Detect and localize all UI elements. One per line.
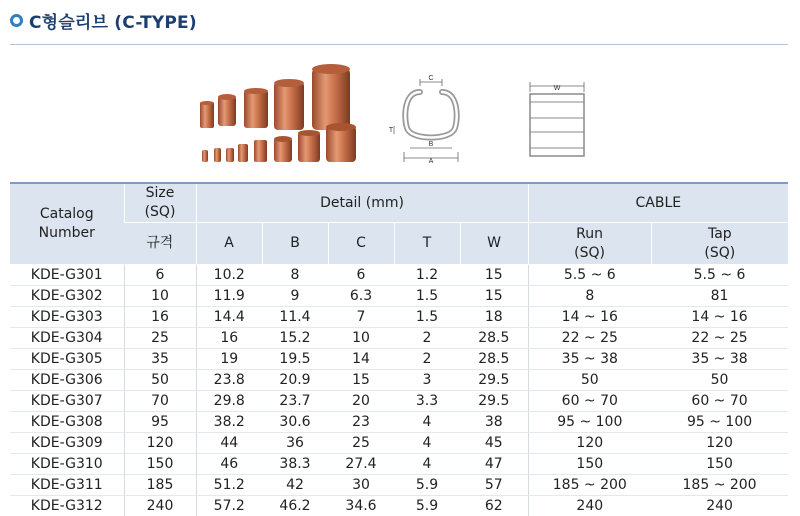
cell-c: 10 (328, 328, 394, 349)
header-size: Size (SQ) (124, 183, 196, 223)
cell-b: 15.2 (262, 328, 328, 349)
cell-catalog-number: KDE-G302 (10, 286, 124, 307)
width-diagram (516, 80, 598, 164)
header-run: Run (SQ) (528, 223, 651, 265)
table-row (10, 496, 788, 516)
cell-tap: 5.5 ~ 6 (651, 265, 788, 286)
cell-w: 15 (460, 286, 528, 307)
table-row (10, 307, 788, 328)
cell-t: 3.3 (394, 391, 460, 412)
cell-a: 46 (196, 454, 262, 475)
cell-w: 62 (460, 496, 528, 516)
cell-tap: 95 ~ 100 (651, 412, 788, 433)
table-row (10, 349, 788, 370)
cell-run: 185 ~ 200 (528, 475, 651, 496)
table-row (10, 370, 788, 391)
cell-t: 5.9 (394, 475, 460, 496)
cell-c: 7 (328, 307, 394, 328)
cell-w: 18 (460, 307, 528, 328)
cell-tap: 240 (651, 496, 788, 516)
header-row-top (10, 183, 788, 223)
bullet-icon (10, 14, 23, 27)
cell-w: 38 (460, 412, 528, 433)
cell-size: 70 (124, 391, 196, 412)
cell-size: 185 (124, 475, 196, 496)
cell-w: 28.5 (460, 328, 528, 349)
cell-tap: 35 ~ 38 (651, 349, 788, 370)
cell-a: 51.2 (196, 475, 262, 496)
table-row (10, 286, 788, 307)
cell-c: 30 (328, 475, 394, 496)
header-a: A (196, 223, 262, 265)
cell-t: 2 (394, 349, 460, 370)
cell-a: 29.8 (196, 391, 262, 412)
cell-c: 15 (328, 370, 394, 391)
dim-t-label: T (388, 127, 394, 134)
cell-a: 44 (196, 433, 262, 454)
cell-w: 29.5 (460, 370, 528, 391)
cell-t: 3 (394, 370, 460, 391)
cell-catalog-number: KDE-G309 (10, 433, 124, 454)
cell-tap: 81 (651, 286, 788, 307)
cell-run: 14 ~ 16 (528, 307, 651, 328)
cell-catalog-number: KDE-G307 (10, 391, 124, 412)
dim-c-label: C (428, 75, 434, 82)
cell-t: 2 (394, 328, 460, 349)
cell-tap: 150 (651, 454, 788, 475)
cell-a: 23.8 (196, 370, 262, 391)
cell-tap: 14 ~ 16 (651, 307, 788, 328)
header-size-sub: 규격 (124, 223, 196, 265)
cell-catalog-number: KDE-G305 (10, 349, 124, 370)
header-c: C (328, 223, 394, 265)
cell-c: 23 (328, 412, 394, 433)
cell-catalog-number: KDE-G311 (10, 475, 124, 496)
cell-b: 11.4 (262, 307, 328, 328)
title-divider (10, 44, 788, 45)
cell-run: 8 (528, 286, 651, 307)
table-row (10, 412, 788, 433)
cell-run: 5.5 ~ 6 (528, 265, 651, 286)
cell-t: 4 (394, 433, 460, 454)
cell-b: 38.3 (262, 454, 328, 475)
cell-catalog-number: KDE-G308 (10, 412, 124, 433)
table-row (10, 391, 788, 412)
cell-size: 240 (124, 496, 196, 516)
cell-t: 4 (394, 412, 460, 433)
header-cable: CABLE (528, 183, 788, 223)
cell-b: 9 (262, 286, 328, 307)
cell-a: 38.2 (196, 412, 262, 433)
header-w: W (460, 223, 528, 265)
dim-w-label: W (553, 85, 561, 92)
cell-catalog-number: KDE-G306 (10, 370, 124, 391)
page-header (10, 6, 197, 34)
table-row (10, 475, 788, 496)
cell-a: 10.2 (196, 265, 262, 286)
cell-c: 25 (328, 433, 394, 454)
header-row-bottom (10, 223, 788, 265)
cell-tap: 120 (651, 433, 788, 454)
c-profile-diagram (388, 72, 474, 164)
cell-run: 95 ~ 100 (528, 412, 651, 433)
cell-tap: 185 ~ 200 (651, 475, 788, 496)
cell-c: 6 (328, 265, 394, 286)
cell-t: 4 (394, 454, 460, 475)
header-detail: Detail (mm) (196, 183, 528, 223)
cell-catalog-number: KDE-G303 (10, 307, 124, 328)
cell-t: 1.2 (394, 265, 460, 286)
cell-w: 57 (460, 475, 528, 496)
cell-run: 50 (528, 370, 651, 391)
header-tap: Tap (SQ) (651, 223, 788, 265)
table-row (10, 454, 788, 475)
product-photo (196, 60, 368, 172)
cell-run: 120 (528, 433, 651, 454)
cell-size: 50 (124, 370, 196, 391)
cell-b: 46.2 (262, 496, 328, 516)
cell-b: 23.7 (262, 391, 328, 412)
header-catalog-number: Catalog Number (10, 183, 124, 265)
cell-c: 14 (328, 349, 394, 370)
cell-run: 35 ~ 38 (528, 349, 651, 370)
cell-c: 20 (328, 391, 394, 412)
cell-a: 57.2 (196, 496, 262, 516)
cell-b: 20.9 (262, 370, 328, 391)
cell-run: 22 ~ 25 (528, 328, 651, 349)
cell-w: 28.5 (460, 349, 528, 370)
cell-size: 25 (124, 328, 196, 349)
cell-c: 27.4 (328, 454, 394, 475)
cell-tap: 50 (651, 370, 788, 391)
cell-size: 16 (124, 307, 196, 328)
cell-tap: 22 ~ 25 (651, 328, 788, 349)
cell-a: 14.4 (196, 307, 262, 328)
cell-t: 5.9 (394, 496, 460, 516)
cell-w: 15 (460, 265, 528, 286)
dim-b-label: B (428, 141, 434, 148)
table-row (10, 328, 788, 349)
cell-run: 240 (528, 496, 651, 516)
cell-run: 60 ~ 70 (528, 391, 651, 412)
cell-catalog-number: KDE-G312 (10, 496, 124, 516)
cell-a: 16 (196, 328, 262, 349)
table-row (10, 433, 788, 454)
cell-size: 35 (124, 349, 196, 370)
cell-a: 11.9 (196, 286, 262, 307)
cell-a: 19 (196, 349, 262, 370)
cell-w: 29.5 (460, 391, 528, 412)
cell-b: 36 (262, 433, 328, 454)
header-t: T (394, 223, 460, 265)
header-b: B (262, 223, 328, 265)
cell-tap: 60 ~ 70 (651, 391, 788, 412)
cell-c: 34.6 (328, 496, 394, 516)
cell-catalog-number: KDE-G304 (10, 328, 124, 349)
cell-c: 6.3 (328, 286, 394, 307)
dim-a-label: A (428, 158, 434, 164)
cell-t: 1.5 (394, 307, 460, 328)
cell-size: 10 (124, 286, 196, 307)
cell-w: 45 (460, 433, 528, 454)
page-title: C형슬리브 (C-TYPE) (29, 12, 197, 33)
cell-size: 95 (124, 412, 196, 433)
cell-catalog-number: KDE-G301 (10, 265, 124, 286)
spec-table (10, 182, 788, 516)
spec-table-body (10, 265, 788, 516)
cell-size: 6 (124, 265, 196, 286)
cell-b: 8 (262, 265, 328, 286)
cell-size: 150 (124, 454, 196, 475)
cell-b: 19.5 (262, 349, 328, 370)
cell-b: 42 (262, 475, 328, 496)
cell-catalog-number: KDE-G310 (10, 454, 124, 475)
cell-b: 30.6 (262, 412, 328, 433)
table-row (10, 265, 788, 286)
cell-w: 47 (460, 454, 528, 475)
cell-run: 150 (528, 454, 651, 475)
cell-size: 120 (124, 433, 196, 454)
cell-t: 1.5 (394, 286, 460, 307)
